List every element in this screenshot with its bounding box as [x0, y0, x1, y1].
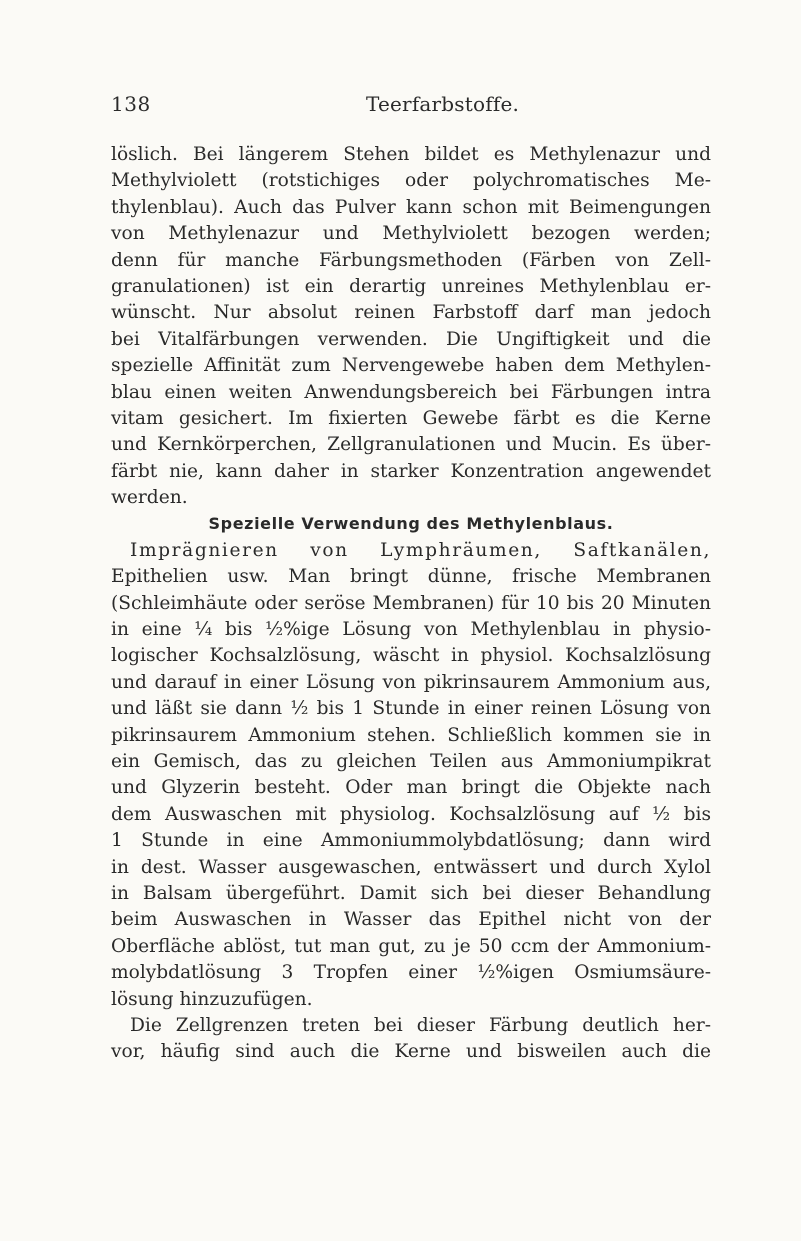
- text-line: wünscht. Nur absolut reinen Farbstoff darf man jedoch: [111, 302, 711, 324]
- text-line: (Schleimhäute oder seröse Membranen) für 10 bis 20 Minuten: [111, 592, 711, 614]
- text-line: Methylviolett (rotstichiges oder polychromatisches Me-: [111, 170, 711, 192]
- text-line: ein Gemisch, das zu gleichen Teilen aus Ammoniumpikrat: [111, 750, 711, 772]
- text-line: beim Auswaschen in Wasser das Epithel nicht von der: [111, 909, 711, 931]
- text-line: in dest. Wasser ausgewaschen, entwässert und durch Xylol: [111, 856, 711, 878]
- text-line: Oberfläche ablöst, tut man gut, zu je 50 ccm der Ammonium-: [111, 935, 711, 957]
- text-line: molybdatlösung 3 Tropfen einer ½%igen Osmiumsäure-: [111, 962, 711, 984]
- running-title: Teerfarbstoffe.: [366, 92, 520, 116]
- text-line: und darauf in einer Lösung von pikrinsaurem Ammonium aus,: [111, 671, 711, 693]
- text-line: 1 Stunde in eine Ammoniummolybdatlösung; dann wird: [111, 830, 711, 852]
- text-line: denn für manche Färbungsmethoden (Färben von Zell-: [111, 249, 711, 271]
- text-line: und läßt sie dann ½ bis 1 Stunde in einer reinen Lösung von: [111, 698, 711, 720]
- text-line: Die Zellgrenzen treten bei dieser Färbung deutlich her-: [130, 1014, 711, 1036]
- page-header: [111, 92, 711, 118]
- text-line: werden.: [111, 487, 188, 509]
- section-heading: Spezielle Verwendung des Methylenblaus.: [208, 514, 614, 534]
- body-text: [111, 142, 711, 1066]
- text-line: granulationen) ist ein derartig unreines Methylenblau er-: [111, 275, 711, 297]
- text-line: in Balsam übergeführt. Damit sich bei dieser Behandlung: [111, 882, 711, 904]
- text-line: pikrinsaurem Ammonium stehen. Schließlich kommen sie in: [111, 724, 711, 746]
- text-line: Imprägnieren von Lymphräumen, Saftkanälen,: [130, 539, 711, 561]
- text-line: und Kernkörperchen, Zellgranulationen und Mucin. Es über-: [111, 434, 711, 456]
- text-line: Epithelien usw. Man bringt dünne, frische Membranen: [111, 566, 711, 588]
- text-line: löslich. Bei längerem Stehen bildet es Methylenazur und: [111, 144, 711, 165]
- text-line: bei Vitalfärbungen verwenden. Die Ungiftigkeit und die: [111, 328, 711, 350]
- text-line: thylenblau). Auch das Pulver kann schon mit Beimengungen: [111, 196, 711, 218]
- text-line: vor, häufig sind auch die Kerne und bisweilen auch die: [111, 1041, 711, 1063]
- text-line: färbt nie, kann daher in starker Konzentration angewendet: [111, 460, 711, 482]
- text-line: lösung hinzuzufügen.: [111, 988, 313, 1010]
- text-line: von Methylenazur und Methylviolett bezogen werden;: [111, 223, 711, 245]
- text-line: blau einen weiten Anwendungsbereich bei Färbungen intra: [111, 381, 711, 403]
- text-line: vitam gesichert. Im fixierten Gewebe färbt es die Kerne: [111, 407, 711, 429]
- text-line: und Glyzerin besteht. Oder man bringt die Objekte nach: [111, 777, 711, 799]
- text-line: logischer Kochsalzlösung, wäscht in physiol. Kochsalzlösung: [111, 645, 711, 667]
- text-line: in eine ¼ bis ½%ige Lösung von Methylenblau in physio-: [111, 619, 711, 641]
- page-number: 138: [111, 92, 151, 116]
- text-line: dem Auswaschen mit physiolog. Kochsalzlösung auf ½ bis: [111, 803, 711, 825]
- text-line: spezielle Affinität zum Nervengewebe haben dem Methylen-: [111, 355, 711, 377]
